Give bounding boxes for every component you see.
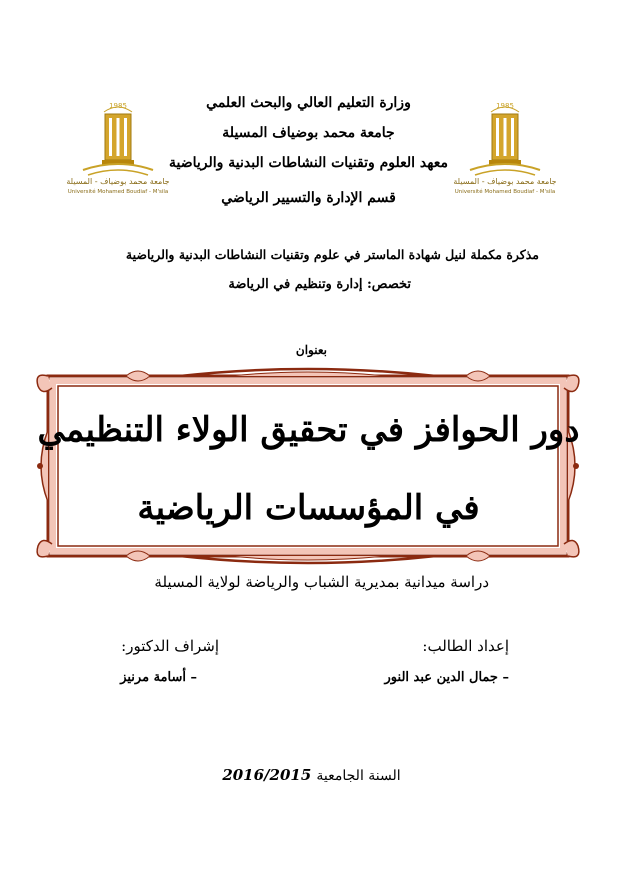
thesis-title-line-1: دور الحوافز في تحقيق الولاء التنظيمي xyxy=(37,410,580,450)
academic-year xyxy=(0,765,617,784)
institute-name: معهد العلوم وتقنيات النشاطات البدنية والرياضية xyxy=(168,155,448,171)
memo-description: مذكرة مكملة لنيل شهادة الماستر في علوم وتقنيات النشاطات البدنية والرياضية xyxy=(125,247,539,262)
ministry-name: وزارة التعليم العالي والبحث العلمي xyxy=(206,95,411,111)
logo-caption-arabic: جامعة محمد بوضياف - المسيلة xyxy=(453,177,557,186)
academic-year-value: 2016/2015 xyxy=(222,766,312,784)
student-name: – جمال الدين عبد النور xyxy=(384,670,509,685)
memo-specialty: تخصص: إدارة وتنظيم في الرياضة xyxy=(228,277,411,292)
academic-year-label: السنة الجامعية xyxy=(316,768,401,784)
department-name: قسم الإدارة والتسيير الرياضي xyxy=(221,190,396,206)
titled-label: بعنوان xyxy=(295,343,327,357)
logo-caption-french: Université Mohamed Boudiaf - M'sila xyxy=(67,189,169,195)
supervisor-label: إشراف الدكتور: xyxy=(121,637,219,655)
supervisor-name: – أسامة مرنيز xyxy=(120,670,197,685)
logo-year: 1985 xyxy=(496,102,514,110)
logo-caption-french: Université Mohamed Boudiaf - M'sila xyxy=(454,189,556,195)
thesis-title-line-2: في المؤسسات الرياضية xyxy=(137,488,480,528)
study-subtitle: دراسة ميدانية بمديرية الشباب والرياضة لولاية المسيلة xyxy=(154,573,489,591)
logo-caption-arabic: جامعة محمد بوضياف - المسيلة xyxy=(66,177,170,186)
university-name: جامعة محمد بوضياف المسيلة xyxy=(222,125,395,141)
decorative-frame xyxy=(30,360,586,572)
student-label: إعداد الطالب: xyxy=(422,637,509,655)
logo-year: 1985 xyxy=(109,102,127,110)
